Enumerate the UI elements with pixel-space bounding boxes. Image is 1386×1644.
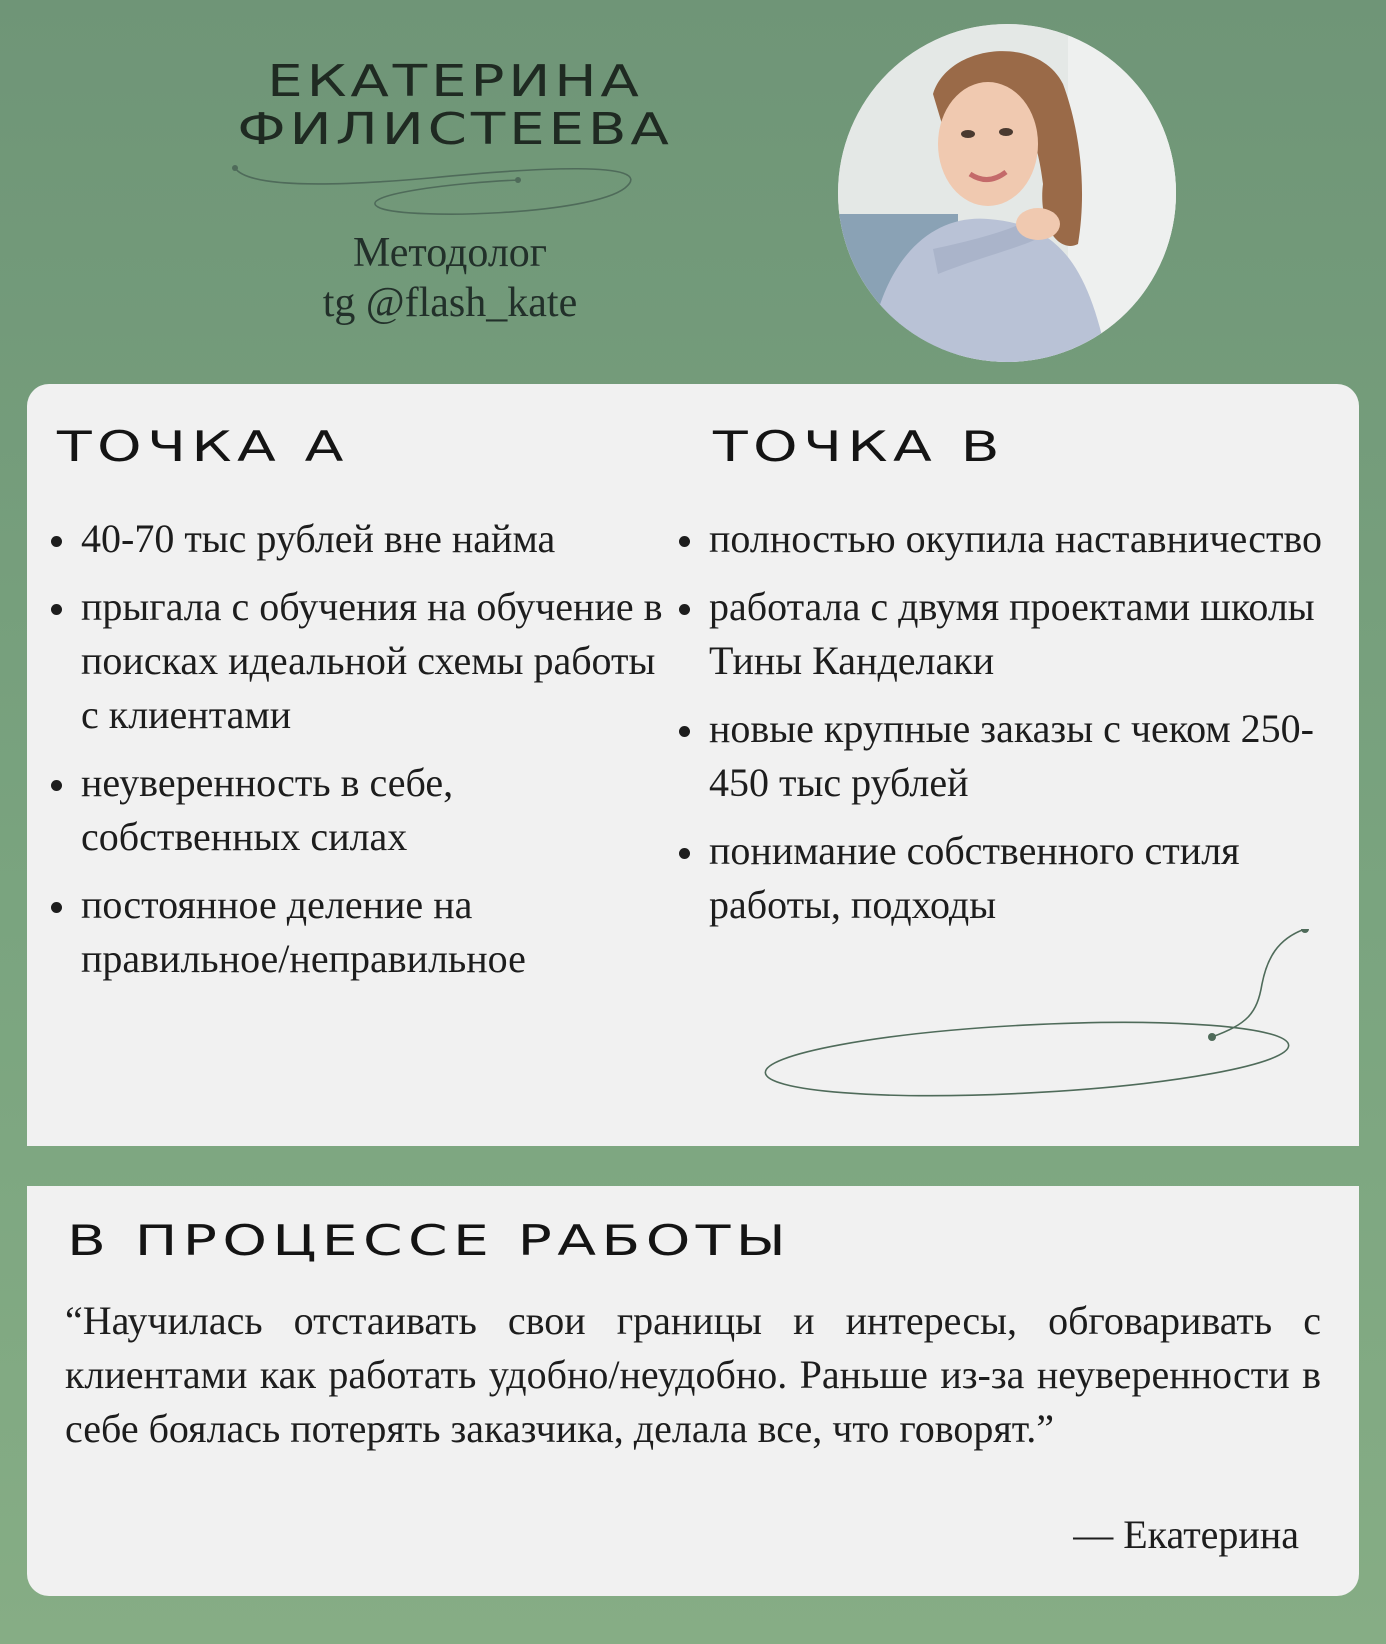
list-item: прыгала с обучения на обучение в поисках идеальной схемы работы с клиентами bbox=[27, 580, 667, 742]
list-item: работала с двумя проектами школы Тины Канделаки bbox=[655, 580, 1355, 688]
point-b-title: ТОЧКА В bbox=[713, 422, 1005, 471]
telegram-handle: tg @flash_kate bbox=[322, 280, 578, 326]
role-block bbox=[240, 228, 660, 328]
point-a-column bbox=[27, 512, 667, 1000]
list-item: 40-70 тыс рублей вне найма bbox=[27, 512, 667, 566]
list-item: новые крупные заказы с чеком 250-450 тыс рублей bbox=[655, 702, 1355, 810]
decorative-swirl-icon bbox=[230, 160, 660, 230]
list-item: неуверенность в себе, собственных силах bbox=[27, 756, 667, 864]
point-b-list bbox=[655, 512, 1355, 932]
header bbox=[0, 0, 1386, 380]
list-item: постоянное деление на правильное/неправильное bbox=[27, 878, 667, 986]
person-name bbox=[129, 58, 782, 154]
name-last: ФИЛИСТЕЕВА bbox=[237, 104, 673, 155]
portrait-photo bbox=[838, 24, 1176, 362]
list-item: понимание собственного стиля работы, подходы bbox=[655, 824, 1355, 932]
process-card bbox=[27, 1186, 1359, 1596]
quote-author: — Екатерина bbox=[1073, 1512, 1299, 1557]
list-item: полностью окупила наставничество bbox=[655, 512, 1355, 566]
decorative-swirl-icon bbox=[757, 929, 1317, 1109]
process-title: В ПРОЦЕССЕ РАБОТЫ bbox=[67, 1216, 792, 1265]
role-text: Методолог bbox=[352, 230, 548, 276]
points-card bbox=[27, 384, 1359, 1146]
portrait-icon bbox=[838, 24, 1176, 362]
testimonial-quote: “Научилась отстаивать свои границы и интересы, обговаривать с клиентами как работать удобно/неудобно. Раньше из-за неуверенности в себе боялась потерять заказчика, делала все, что говорят.” bbox=[65, 1298, 1321, 1451]
point-a-list bbox=[27, 512, 667, 986]
point-b-column bbox=[655, 512, 1355, 946]
point-a-title: ТОЧКА А bbox=[57, 422, 349, 471]
name-first: ЕКАТЕРИНА bbox=[267, 56, 643, 107]
